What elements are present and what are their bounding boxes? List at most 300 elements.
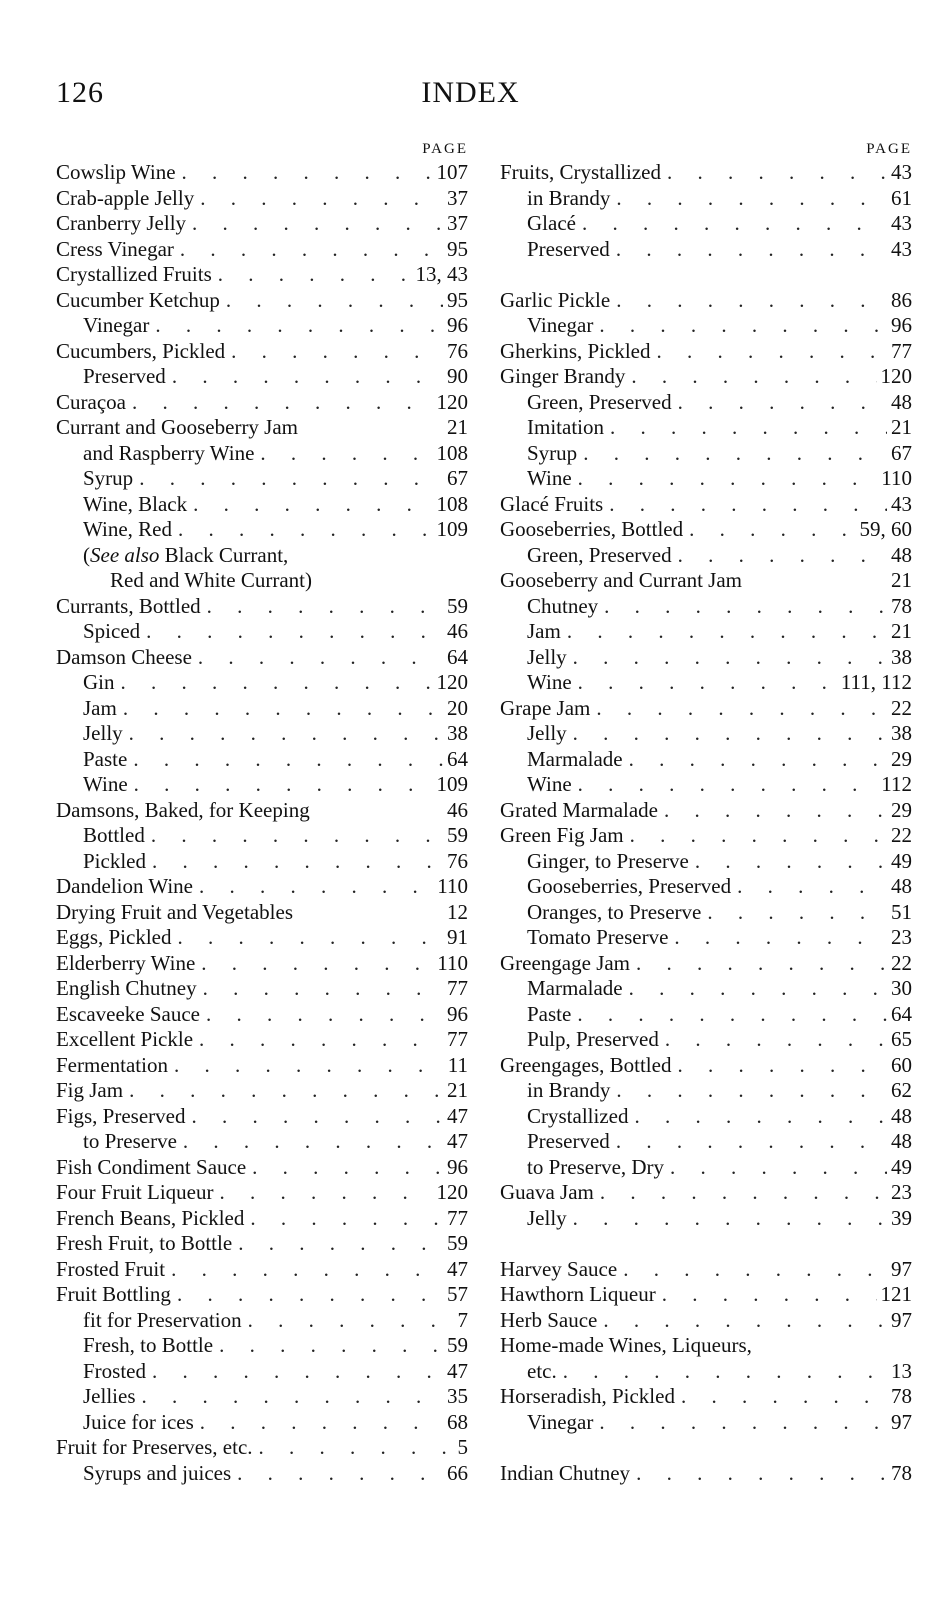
entry-pages: 59 — [447, 823, 468, 847]
index-entry — [56, 874, 468, 900]
entry-label: Marmalade — [527, 976, 623, 1000]
entry-pages: 29 — [891, 746, 912, 771]
dot-leader — [668, 925, 887, 951]
index-entry — [500, 1282, 912, 1308]
entry-label: Green, Preserved — [527, 389, 672, 414]
dot-leader — [624, 823, 887, 849]
dot-leader — [213, 1333, 443, 1359]
entry-pages: 22 — [891, 950, 912, 975]
dot-leader — [671, 1053, 887, 1079]
index-entry — [500, 747, 912, 773]
entry-pages: 77 — [891, 338, 912, 363]
entry-pages: 21 — [447, 1078, 468, 1102]
dot-leader — [672, 543, 887, 569]
entry-label: Pulp, Preserved — [527, 1027, 659, 1051]
entry-pages: 121 — [880, 1282, 912, 1306]
index-entry — [500, 288, 912, 314]
entry-label: English Chutney — [56, 976, 197, 1000]
dot-leader — [242, 1308, 454, 1334]
dot-leader — [630, 1461, 887, 1487]
entry-label: Red and White Currant) — [110, 568, 312, 592]
index-entry — [500, 1027, 912, 1053]
index-entry — [500, 1461, 912, 1487]
index-entry — [500, 1359, 912, 1385]
entry-label: Currant and Gooseberry Jam — [56, 415, 299, 439]
entry-label: Frosted Fruit — [56, 1256, 166, 1281]
entry-pages: 46 — [447, 619, 468, 643]
entry-label: Curaçoa — [56, 389, 126, 414]
page-title: INDEX — [421, 76, 520, 109]
dot-leader — [231, 1461, 443, 1487]
entry-label: Fermentation — [56, 1052, 168, 1077]
index-entry — [500, 849, 912, 875]
index-entry — [500, 1257, 912, 1283]
entry-pages: 59 — [447, 593, 468, 618]
index-entry — [500, 543, 912, 569]
index-entry — [500, 1104, 912, 1130]
entry-pages: 7 — [457, 1307, 468, 1332]
entry-label: Four Fruit Liqueur — [56, 1180, 214, 1204]
index-entry — [500, 798, 912, 824]
column-heading-page: PAGE — [866, 141, 912, 157]
entry-label: Damson Cheese — [56, 644, 192, 669]
entry-pages: 43 — [891, 211, 912, 235]
index-entry — [500, 313, 912, 339]
entry-pages: 78 — [891, 1384, 912, 1408]
entry-pages: 49 — [891, 1154, 912, 1179]
entry-pages: 38 — [891, 644, 912, 669]
dot-leader — [610, 237, 887, 263]
index-entry — [56, 543, 468, 569]
index-entry — [56, 390, 468, 416]
entry-pages: 97 — [891, 1307, 912, 1332]
entry-pages: 67 — [891, 440, 912, 465]
entry-label: Jelly — [527, 644, 567, 669]
index-entry — [56, 925, 468, 951]
dot-leader — [610, 186, 887, 212]
entry-pages: 47 — [447, 1256, 468, 1281]
index-entry — [500, 696, 912, 722]
entry-label: and Raspberry Wine — [83, 440, 255, 465]
entry-label: Paste — [527, 1001, 572, 1026]
dot-leader — [193, 1027, 443, 1053]
index-entry — [500, 874, 912, 900]
entry-label: Harvey Sauce — [500, 1256, 618, 1281]
index-entry — [500, 1129, 912, 1155]
index-entry — [500, 772, 912, 798]
index-entry — [500, 211, 912, 237]
index-entry — [56, 645, 468, 671]
index-entry — [56, 976, 468, 1002]
entry-pages: 30 — [891, 976, 912, 1000]
index-entry — [56, 1282, 468, 1308]
entry-label: Syrup — [527, 440, 578, 465]
entry-label: French Beans, Pickled — [56, 1205, 245, 1230]
entry-label: Fish Condiment Sauce — [56, 1154, 247, 1179]
entry-label: Cress Vinegar — [56, 236, 174, 261]
dot-leader — [220, 288, 443, 314]
entry-label: Eggs, Pickled — [56, 925, 172, 949]
index-entry — [56, 1002, 468, 1028]
index-entry — [56, 1053, 468, 1079]
entry-pages: 120 — [880, 364, 912, 388]
index-entry — [500, 568, 912, 594]
entry-label: Cranberry Jelly — [56, 211, 187, 235]
dot-leader — [557, 1359, 887, 1385]
entry-pages: 12 — [447, 899, 468, 924]
dot-leader — [168, 1053, 444, 1079]
index-entry — [56, 211, 468, 237]
dot-leader — [128, 772, 433, 798]
entry-pages: 108 — [436, 440, 468, 465]
dot-leader — [623, 976, 887, 1002]
index-entry — [56, 747, 468, 773]
index-entry — [56, 364, 468, 390]
entry-label: Garlic Pickle — [500, 287, 611, 312]
entry-label: Wine, Black — [83, 491, 188, 516]
dot-leader — [576, 211, 887, 237]
entry-pages: 29 — [891, 797, 912, 822]
dot-leader — [610, 1129, 887, 1155]
dot-leader — [146, 849, 443, 875]
index-entry — [56, 186, 468, 212]
entry-label: Cowslip Wine — [56, 160, 176, 184]
dot-leader — [593, 313, 887, 339]
index-entry — [56, 798, 468, 824]
entry-pages: 96 — [891, 313, 912, 337]
entry-pages: 59, 60 — [859, 517, 912, 541]
dot-leader — [214, 1180, 433, 1206]
entry-pages: 21 — [447, 415, 468, 439]
entry-label: fit for Preservation — [83, 1307, 242, 1332]
dot-leader — [254, 441, 432, 467]
entry-pages: 97 — [891, 1409, 912, 1434]
entry-pages: 22 — [891, 695, 912, 720]
index-entry — [56, 1129, 468, 1155]
dot-leader — [630, 951, 887, 977]
entry-label: Chutney — [527, 593, 599, 618]
entry-label: Imitation — [527, 415, 604, 439]
index-entry — [500, 594, 912, 620]
entry-label: Green, Preserved — [527, 542, 672, 567]
entry-label: Hawthorn Liqueur — [500, 1282, 656, 1306]
index-entry — [56, 619, 468, 645]
dot-leader — [658, 798, 887, 824]
index-entry — [500, 441, 912, 467]
index-entry — [56, 1257, 468, 1283]
entry-pages: 109 — [436, 772, 468, 796]
dot-leader — [572, 772, 878, 798]
dot-leader — [594, 1180, 887, 1206]
index-entry — [500, 925, 912, 951]
entry-pages: 21 — [891, 568, 912, 592]
entry-pages: 76 — [447, 338, 468, 363]
index-entry — [500, 466, 912, 492]
dot-leader — [659, 1027, 887, 1053]
index-entry — [500, 492, 912, 518]
entry-label: Fruits, Crystallized — [500, 160, 661, 184]
index-entry — [500, 186, 912, 212]
entry-pages: 64 — [447, 644, 468, 669]
dot-leader — [186, 1104, 444, 1130]
dot-leader — [661, 160, 887, 186]
index-entry — [56, 1206, 468, 1232]
entry-pages: 35 — [447, 1384, 468, 1408]
index-entry — [500, 1308, 912, 1334]
entry-label: Tomato Preserve — [527, 925, 669, 949]
dot-leader — [194, 1410, 443, 1436]
entry-label: Vinegar — [83, 313, 150, 337]
entry-pages: 48 — [891, 874, 912, 898]
index-entry — [500, 339, 912, 365]
entry-pages: 108 — [436, 491, 468, 516]
entry-label: Horseradish, Pickled — [500, 1384, 675, 1408]
dot-leader — [140, 619, 443, 645]
entry-pages: 90 — [447, 364, 468, 388]
entry-label: Preserved — [83, 364, 166, 388]
entry-pages: 48 — [891, 1103, 912, 1128]
entry-label: Bottled — [83, 823, 145, 847]
dot-leader — [246, 1155, 443, 1181]
index-entry — [56, 721, 468, 747]
entry-label: Gherkins, Pickled — [500, 338, 651, 363]
index-entry — [56, 237, 468, 263]
index-entry — [56, 492, 468, 518]
entry-label: Marmalade — [527, 746, 623, 771]
dot-leader — [166, 364, 443, 390]
dot-leader — [186, 211, 443, 237]
index-entries — [56, 160, 468, 1486]
entry-label: Syrup — [83, 466, 134, 490]
index-entry — [500, 1002, 912, 1028]
entry-label: Fruit Bottling — [56, 1282, 171, 1306]
entry-label: Jam — [527, 619, 561, 643]
dot-leader — [195, 951, 433, 977]
index-entry — [56, 696, 468, 722]
index-entry — [500, 823, 912, 849]
page-number: 126 — [56, 76, 104, 109]
entry-label: Herb Sauce — [500, 1307, 598, 1332]
entry-label: Fig Jam — [56, 1078, 124, 1102]
dot-leader — [123, 721, 443, 747]
entry-pages: 20 — [447, 695, 468, 720]
entry-pages: 76 — [447, 848, 468, 873]
dot-leader — [123, 1078, 443, 1104]
entry-label: Wine — [83, 772, 128, 796]
dot-leader — [172, 925, 444, 951]
entry-label: Gooseberry and Currant Jam — [500, 568, 743, 592]
dot-leader — [225, 339, 443, 365]
entry-pages: 96 — [447, 1154, 468, 1179]
index-entry — [500, 1155, 912, 1181]
dot-leader — [567, 721, 887, 747]
entry-label: Jelly — [527, 721, 567, 745]
index-entry — [500, 1206, 912, 1232]
entry-label: Indian Chutney — [500, 1460, 631, 1485]
entry-label: Oranges, to Preserve — [527, 899, 702, 924]
entry-pages: 11 — [447, 1052, 468, 1077]
entry-label: Frosted — [83, 1358, 146, 1383]
dot-leader — [117, 696, 443, 722]
entry-label: Gooseberries, Bottled — [500, 517, 684, 541]
index-entry — [500, 951, 912, 977]
index-entry — [56, 1078, 468, 1104]
index-entry — [56, 900, 468, 926]
dot-leader — [232, 1231, 443, 1257]
entry-pages: 62 — [891, 1078, 912, 1102]
index-entry — [56, 568, 468, 594]
entry-label: Grape Jam — [500, 695, 591, 720]
entry-label: Cucumbers, Pickled — [56, 338, 226, 363]
dot-leader — [683, 517, 855, 543]
entry-label: Green Fig Jam — [500, 823, 624, 847]
index-entry — [56, 441, 468, 467]
entry-pages: 38 — [891, 721, 912, 745]
entry-pages: 23 — [891, 925, 912, 949]
dot-leader — [212, 262, 412, 288]
dot-leader — [617, 1257, 887, 1283]
index-entry — [56, 594, 468, 620]
entry-label: Cucumber Ketchup — [56, 287, 220, 312]
dot-leader — [623, 747, 887, 773]
entry-pages: 51 — [891, 899, 912, 924]
entry-pages: 39 — [891, 1205, 912, 1230]
entry-pages: 60 — [891, 1052, 912, 1077]
entry-pages: 5 — [457, 1435, 468, 1459]
entry-pages: 64 — [891, 1001, 912, 1026]
dot-leader — [604, 415, 887, 441]
dot-leader — [610, 1078, 887, 1104]
index-entry — [56, 1359, 468, 1385]
entry-pages: 78 — [891, 593, 912, 618]
entry-label: to Preserve, Dry — [527, 1154, 665, 1179]
index-entry — [56, 823, 468, 849]
entry-label: Drying Fruit and Vegetables — [56, 899, 293, 924]
entry-pages: 47 — [447, 1129, 468, 1153]
entry-label: Paste — [83, 746, 128, 771]
index-entry — [500, 900, 912, 926]
index-column-left — [56, 138, 468, 1486]
index-entry — [56, 288, 468, 314]
dot-leader — [650, 339, 887, 365]
entry-pages: 43 — [891, 160, 912, 184]
dot-leader — [145, 823, 443, 849]
index-entry — [56, 849, 468, 875]
entry-pages: 77 — [447, 976, 468, 1000]
entry-label: Preserved — [527, 1129, 610, 1153]
dot-leader — [628, 1104, 887, 1130]
entry-pages: 23 — [891, 1180, 912, 1204]
entry-pages: 111, 112 — [840, 670, 912, 694]
entry-pages: 46 — [447, 797, 468, 822]
entry-label: Jelly — [83, 721, 123, 745]
index-entry — [56, 670, 468, 696]
index-entry — [500, 1053, 912, 1079]
dot-leader — [590, 696, 887, 722]
index-entry — [500, 1078, 912, 1104]
index-entry — [500, 237, 912, 263]
entry-label: (See also Black Currant, — [83, 542, 289, 567]
entry-pages: 78 — [891, 1460, 912, 1485]
dot-leader — [133, 466, 443, 492]
dot-leader — [731, 874, 887, 900]
entry-label: in Brandy — [527, 185, 611, 210]
dot-leader — [567, 1206, 887, 1232]
index-entry — [500, 619, 912, 645]
index-entry — [56, 1155, 468, 1181]
dot-leader — [664, 1155, 887, 1181]
entry-pages: 59 — [447, 1231, 468, 1255]
index-entry — [56, 1435, 468, 1461]
index-entry — [500, 160, 912, 186]
index-entry — [56, 160, 468, 186]
entry-pages: 48 — [891, 1129, 912, 1153]
entry-label: Elderberry Wine — [56, 950, 196, 975]
index-entry — [500, 976, 912, 1002]
entry-label: Ginger, to Preserve — [527, 848, 689, 873]
dot-leader — [136, 1384, 444, 1410]
index-entry — [500, 1435, 912, 1461]
entry-label: Currants, Bottled — [56, 593, 201, 618]
entry-label: to Preserve — [83, 1129, 177, 1153]
dot-leader — [194, 186, 443, 212]
dot-leader — [165, 1257, 443, 1283]
entry-pages: 48 — [891, 389, 912, 414]
entry-label: Fresh Fruit, to Bottle — [56, 1231, 233, 1255]
entry-label: Crab-apple Jelly — [56, 185, 195, 210]
entry-pages: 120 — [436, 389, 468, 414]
entry-pages: 95 — [447, 236, 468, 261]
entry-label: Ginger Brandy — [500, 364, 626, 388]
entry-pages: 21 — [891, 619, 912, 643]
index-entry — [56, 1027, 468, 1053]
entry-pages: 95 — [447, 287, 468, 312]
entry-pages: 38 — [447, 721, 468, 745]
entry-label: Gin — [83, 670, 115, 694]
entry-label: Fruit for Preserves, etc. — [56, 1435, 253, 1459]
index-entry — [56, 1104, 468, 1130]
entry-label: Pickled — [83, 848, 146, 873]
entry-pages: 47 — [447, 1358, 468, 1383]
dot-leader — [174, 237, 443, 263]
dot-leader — [172, 517, 433, 543]
index-entry — [56, 415, 468, 441]
entry-pages: 37 — [447, 185, 468, 210]
dot-leader — [625, 364, 876, 390]
entry-label: Damsons, Baked, for Keeping — [56, 797, 310, 822]
index-entry — [56, 1231, 468, 1257]
dot-leader — [127, 747, 443, 773]
index-entry — [56, 339, 468, 365]
entry-pages: 112 — [881, 772, 912, 796]
index-entry — [56, 951, 468, 977]
dot-leader — [146, 1359, 443, 1385]
entry-label: Spiced — [83, 619, 141, 643]
index-entry — [56, 1333, 468, 1359]
dot-leader — [171, 1282, 443, 1308]
dot-leader — [201, 594, 443, 620]
column-heading-page: PAGE — [422, 141, 468, 157]
dot-leader — [192, 645, 443, 671]
entry-label: Wine — [527, 466, 572, 490]
index-entry — [500, 390, 912, 416]
dot-leader — [200, 1002, 443, 1028]
index-entry — [56, 1308, 468, 1334]
entry-pages: 64 — [447, 746, 468, 771]
entry-label: Gooseberries, Preserved — [527, 874, 732, 898]
entry-label: Jam — [83, 695, 117, 720]
index-entry — [500, 415, 912, 441]
